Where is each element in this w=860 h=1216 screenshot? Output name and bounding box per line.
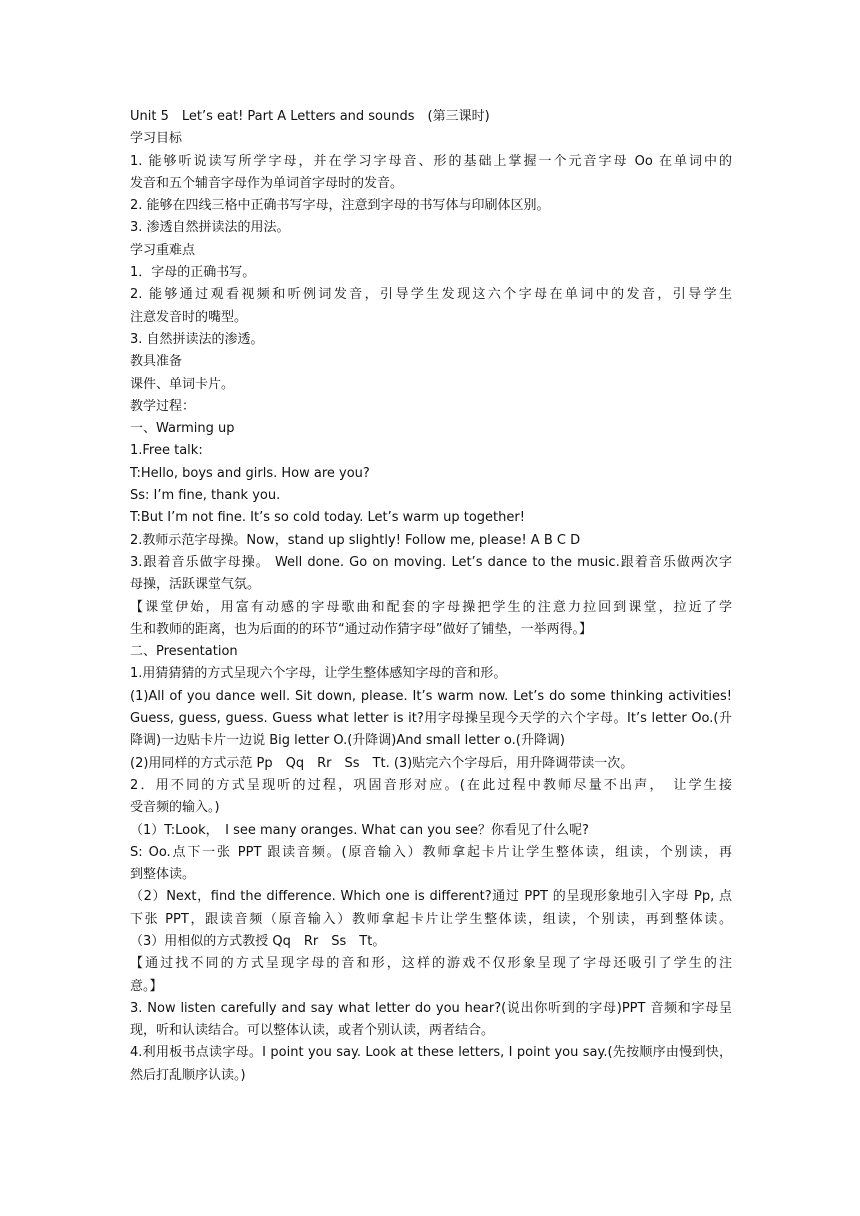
step-3-line-1: 3.跟着音乐做字母操。 Well done. Go on moving. Let’s dance to the music.跟着音乐做两次字	[130, 554, 732, 570]
section-heading-materials: 教具准备	[130, 354, 183, 370]
note-2-line-1: 【通过找不同的方式呈现字母的音和形，这样的游戏不仅形象呈现了字母还吸引了学生的注	[130, 956, 732, 972]
dialogue-line-1: T:Hello, boys and girls. How are you?	[130, 465, 370, 481]
dialogue-line-2: Ss: I’m fine, thank you.	[130, 488, 281, 504]
section-heading-key-points: 学习重难点	[130, 242, 196, 258]
presentation-step-4-line-1: 4.利用板书点读字母。I point you say. Look at these letters, I point you say.(先按顺序由慢到快，	[130, 1045, 732, 1061]
note-1-line-1: 【课堂伊始，用富有动感的字母歌曲和配套的字母操把学生的注意力拉回到课堂，拉近了学	[130, 599, 732, 615]
presentation-step-2-1-line-3: 到整体读。	[130, 867, 196, 883]
note-1-line-2: 生和教师的距离，也为后面的的环节“通过动作猜字母”做好了铺垫，一举两得。】	[130, 621, 592, 637]
dialogue-line-3: T:But I’m not fine. It’s so cold today. Let’s warm up together!	[130, 510, 525, 526]
key-point-3: 3. 自然拼读法的渗透。	[130, 331, 264, 347]
objective-3: 3. 渗透自然拼读法的用法。	[130, 220, 290, 236]
step-3-line-2: 母操，活跃课堂气氛。	[130, 577, 261, 593]
presentation-step-2-3: （3）用相似的方式教授 Qq Rr Ss Tt。	[130, 933, 386, 949]
presentation-step-1-a-line-2: Guess, guess, guess. Guess what letter is it?用字母操呈现今天学的六个字母。It’s letter Oo.(升	[130, 711, 732, 727]
free-talk-heading: 1.Free talk:	[130, 443, 203, 459]
key-point-2-line-1: 2. 能够通过观看视频和听例词发音，引导学生发现这六个字母在单词中的发音，引导学生	[130, 287, 732, 303]
key-point-1: 1．字母的正确书写。	[130, 265, 256, 281]
presentation-step-4-line-2: 然后打乱顺序认读。)	[130, 1067, 246, 1083]
presentation-step-2-2-line-2: 下张 PPT，跟读音频（原音输入）教师拿起卡片让学生整体读，组读，个别读，再到整体读。	[130, 911, 732, 927]
presentation-step-2-line-2: 受音频的输入。)	[130, 800, 220, 816]
part-2-heading: 二、Presentation	[130, 644, 238, 660]
section-heading-process: 教学过程：	[130, 398, 196, 414]
presentation-step-1: 1.用猜猜猜的方式呈现六个字母，让学生整体感知字母的音和形。	[130, 666, 507, 682]
note-2-line-2: 意。】	[130, 978, 163, 994]
presentation-step-2-line-1: 2．用不同的方式呈现听的过程，巩固音形对应。(在此过程中教师尽量不出声， 让学生接	[130, 777, 732, 793]
presentation-step-2-1: （1）T:Look， I see many oranges. What can you see？你看见了什么呢?	[130, 822, 589, 838]
presentation-step-3-line-1: 3. Now listen carefully and say what letter do you hear?(说出你听到的字母)PPT 音频和字母呈	[130, 1000, 732, 1016]
lesson-title: Unit 5 Let’s eat! Part A Letters and sounds (第三课时)	[130, 109, 490, 124]
presentation-step-3-line-2: 现，听和认读结合。可以整体认读，或者个别认读，两者结合。	[130, 1023, 495, 1039]
presentation-step-2-1-line-2: S: Oo.点下一张 PPT 跟读音频。(原音输入）教师拿起卡片让学生整体读，组读，个别读，再	[130, 844, 732, 860]
presentation-step-1-a-line-3: 降调)一边贴卡片一边说 Big letter O.(升降调)And small letter o.(升降调)	[130, 733, 565, 749]
step-2-demo: 2.教师示范字母操。Now，stand up slightly! Follow me, please! A B C D	[130, 532, 581, 548]
objective-1-line-1: 1. 能够听说读写所学字母，并在学习字母音、形的基础上掌握一个元音字母 Oo 在单词中的	[130, 153, 732, 169]
section-heading-objectives: 学习目标	[130, 131, 183, 147]
presentation-step-1-b: (2)用同样的方式示范 Pp Qq Rr Ss Tt. (3)贴完六个字母后，用升降调带读一次。	[130, 755, 634, 771]
part-1-heading: 一、Warming up	[130, 421, 235, 437]
presentation-step-1-a-line-1: (1)All of you dance well. Sit down, please. It’s warm now. Let’s do some thinking activities!	[130, 688, 732, 704]
objective-1-line-2: 发音和五个辅音字母作为单词首字母时的发音。	[130, 175, 404, 191]
objective-2: 2. 能够在四线三格中正确书写字母，注意到字母的书写体与印刷体区别。	[130, 198, 550, 214]
presentation-step-2-2-line-1: （2）Next，find the difference. Which one is different?通过 PPT 的呈现形象地引入字母 Pp, 点	[130, 889, 732, 905]
document-body	[130, 106, 732, 1087]
key-point-2-line-2: 注意发音时的嘴型。	[130, 309, 248, 325]
materials-list: 课件、单词卡片。	[130, 376, 235, 392]
